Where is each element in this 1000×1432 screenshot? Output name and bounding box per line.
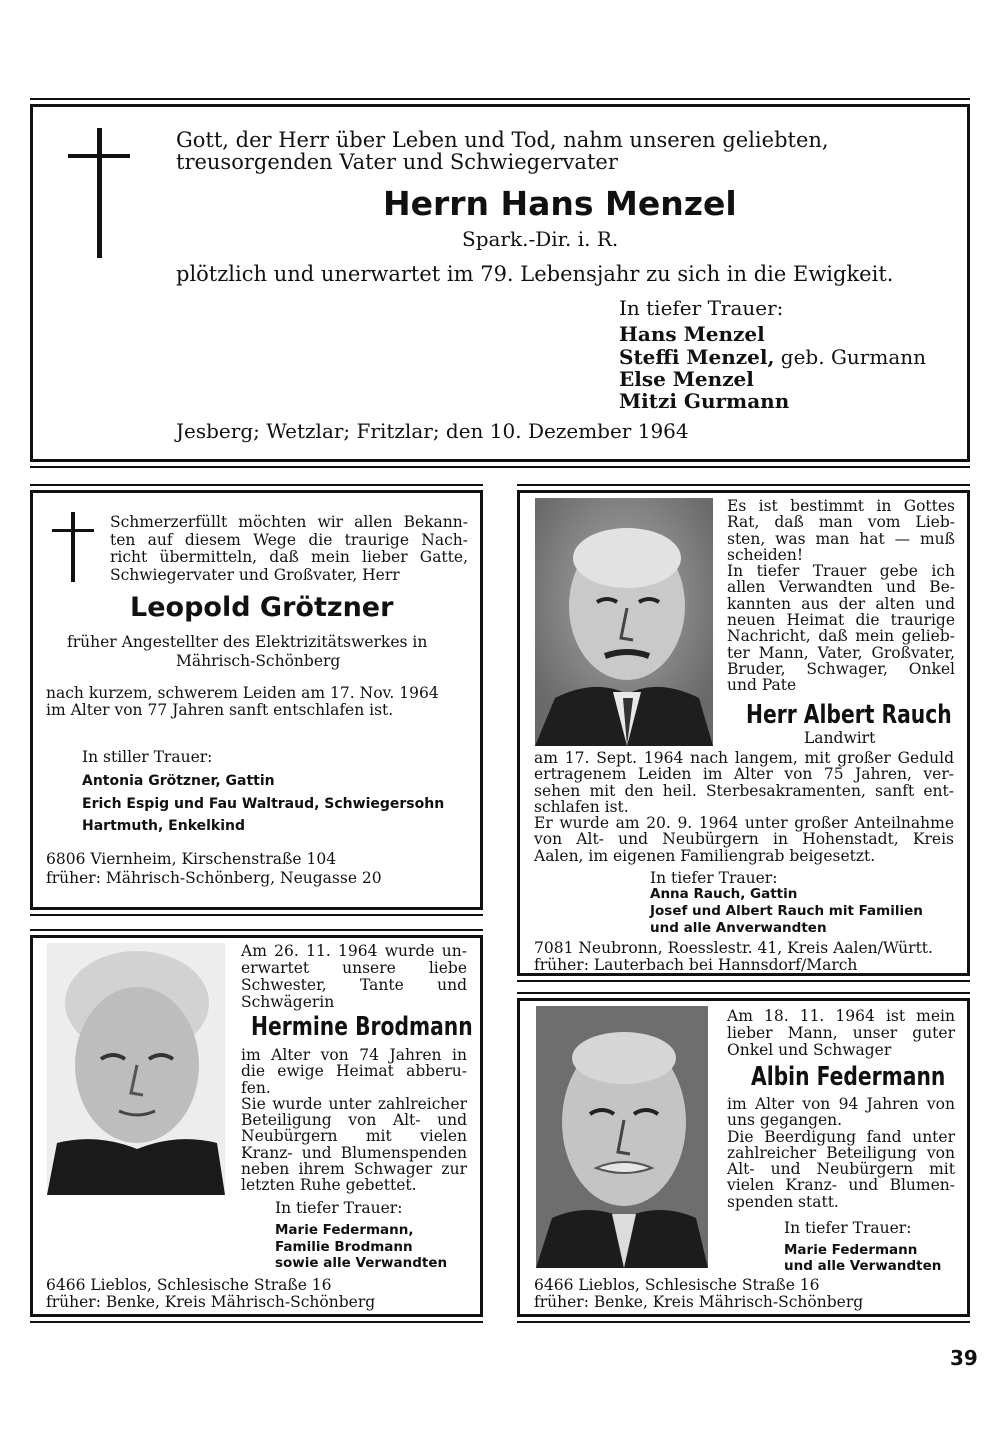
groetzner-mourner: Antonia Grötzner, Gattin	[82, 773, 275, 789]
menzel-title: Spark.-Dir. i. R.	[462, 227, 619, 251]
brodmann-intro: Am 26. 11. 1964 wurde un- erwartet unsere liebe Schwester, Tante und Schwägerin	[241, 942, 467, 1011]
groetzner-address1: 6806 Viernheim, Kirschenstraße 104	[46, 850, 337, 868]
federmann-mourning-label: In tiefer Trauer:	[784, 1219, 912, 1237]
federmann-address2: früher: Benke, Kreis Mährisch-Schönberg	[534, 1293, 864, 1311]
menzel-intro-line2: treusorgenden Vater und Schwiegervater	[176, 150, 618, 174]
cross-icon	[52, 512, 94, 582]
cross-icon	[68, 128, 130, 258]
rauch-mourner: Anna Rauch, Gattin	[650, 886, 798, 902]
federmann-mourner: Marie Federmann	[784, 1242, 918, 1258]
brodmann-address2: früher: Benke, Kreis Mährisch-Schönberg	[46, 1293, 376, 1311]
federmann-mourner: und alle Verwandten	[784, 1258, 942, 1274]
rauch-address1: 7081 Neubronn, Roesslestr. 41, Kreis Aalen/Württ.	[534, 939, 933, 957]
portrait-woman-image	[47, 943, 225, 1195]
groetzner-former-line2: Mährisch-Schönberg	[176, 652, 341, 670]
rauch-intro: Es ist bestimmt in Gottes Rat, daß man vom Lieb- sten, was man hat — muß scheiden! In tiefer Trauer gebe ich allen Verwandten und Be- kannten aus der alten und neuen Heimat die traurige Nachricht, daß mein gelieb- ter Mann, Vater, Großvater, Bruder, Schwager, Onkel und Pate	[727, 497, 955, 695]
federmann-body: im Alter von 94 Jahren von uns gegangen. Die Beerdigung fand unter zahlreicher Beteiligung von Alt- und Neubürgern mit vielen Kranz- und Blumen- spenden statt.	[727, 1095, 955, 1211]
brodmann-mourner: Familie Brodmann	[275, 1239, 413, 1255]
rauch-mourner: und alle Anverwandten	[650, 920, 827, 936]
rauch-name: Herr Albert Rauch	[746, 700, 952, 730]
brodmann-body: im Alter von 74 Jahren in die ewige Heimat abberu- fen. Sie wurde unter zahlreicher Beteiligung von Alt- und Neubürgern mit vielen Kranz- und Blumenspenden neben ihrem Schwager zur letzten Ruhe gebettet.	[241, 1046, 467, 1195]
groetzner-mourner: Erich Espig und Fau Waltraud, Schwiegersohn	[82, 796, 445, 812]
groetzner-intro: Schmerzerfüllt möchten wir allen Bekann- ten auf diesem Wege die traurige Nach- richt übermitteln, daß mein lieber Gatte, Schwiegervater und Großvater, Herr	[110, 513, 468, 584]
federmann-name: Albin Federmann	[751, 1062, 946, 1092]
brodmann-portrait-photo	[47, 943, 225, 1195]
brodmann-address1: 6466 Lieblos, Schlesische Straße 16	[46, 1276, 332, 1294]
rauch-body: am 17. Sept. 1964 nach langem, mit großer Geduld ertragenem Leiden im Alter von 75 Jahren, ver- sehen mit den heil. Sterbesakramenten, sanft ent- schlafen ist. Er wurde am 20. 9. 1964 unter großer Anteilnahme von Alt- und Neubürgern in Hohenstadt, Kreis Aalen, im eigenen Familiengrab beigesetzt.	[534, 749, 954, 865]
menzel-place-date: Jesberg; Wetzlar; Fritzlar; den 10. Dezember 1964	[176, 419, 689, 443]
groetzner-death-line2: im Alter von 77 Jahren sanft entschlafen ist.	[46, 701, 394, 719]
portrait-man-image	[535, 498, 713, 746]
groetzner-mourner: Hartmuth, Enkelkind	[82, 818, 246, 834]
menzel-mourner: Hans Menzel	[619, 322, 765, 346]
rauch-profession: Landwirt	[804, 729, 876, 747]
menzel-mourner: Else Menzel	[619, 367, 754, 391]
rauch-portrait-photo	[535, 498, 713, 746]
groetzner-address2: früher: Mährisch-Schönberg, Neugasse 20	[46, 869, 382, 887]
rauch-mourning-label: In tiefer Trauer:	[650, 869, 778, 887]
menzel-intro-line1: Gott, der Herr über Leben und Tod, nahm unseren geliebten,	[176, 128, 829, 152]
brodmann-mourning-label: In tiefer Trauer:	[275, 1199, 403, 1217]
federmann-address1: 6466 Lieblos, Schlesische Straße 16	[534, 1276, 820, 1294]
menzel-mourner: Steffi Menzel, geb. Gurmann	[619, 345, 927, 369]
brodmann-name: Hermine Brodmann	[251, 1012, 473, 1042]
page-number: 39	[950, 1346, 978, 1370]
menzel-mourning-label: In tiefer Trauer:	[619, 296, 784, 320]
brodmann-mourner: sowie alle Verwandten	[275, 1255, 448, 1271]
groetzner-former-line1: früher Angestellter des Elektrizitätswerkes in	[67, 633, 428, 651]
groetzner-mourning-label: In stiller Trauer:	[82, 748, 213, 766]
rauch-mourner: Josef und Albert Rauch mit Familien	[650, 903, 923, 919]
menzel-death-line: plötzlich und unerwartet im 79. Lebensjahr zu sich in die Ewigkeit.	[176, 262, 894, 286]
groetzner-name: Leopold Grötzner	[130, 592, 394, 623]
brodmann-mourner: Marie Federmann,	[275, 1222, 414, 1238]
federmann-intro: Am 18. 11. 1964 ist mein lieber Mann, unser guter Onkel und Schwager	[727, 1007, 955, 1059]
menzel-mourner: Mitzi Gurmann	[619, 389, 790, 413]
menzel-name: Herrn Hans Menzel	[383, 184, 737, 223]
portrait-man-image	[536, 1006, 708, 1268]
federmann-portrait-photo	[536, 1006, 708, 1268]
rauch-address2: früher: Lauterbach bei Hannsdorf/March	[534, 956, 858, 974]
groetzner-death-line1: nach kurzem, schwerem Leiden am 17. Nov. 1964	[46, 684, 439, 702]
